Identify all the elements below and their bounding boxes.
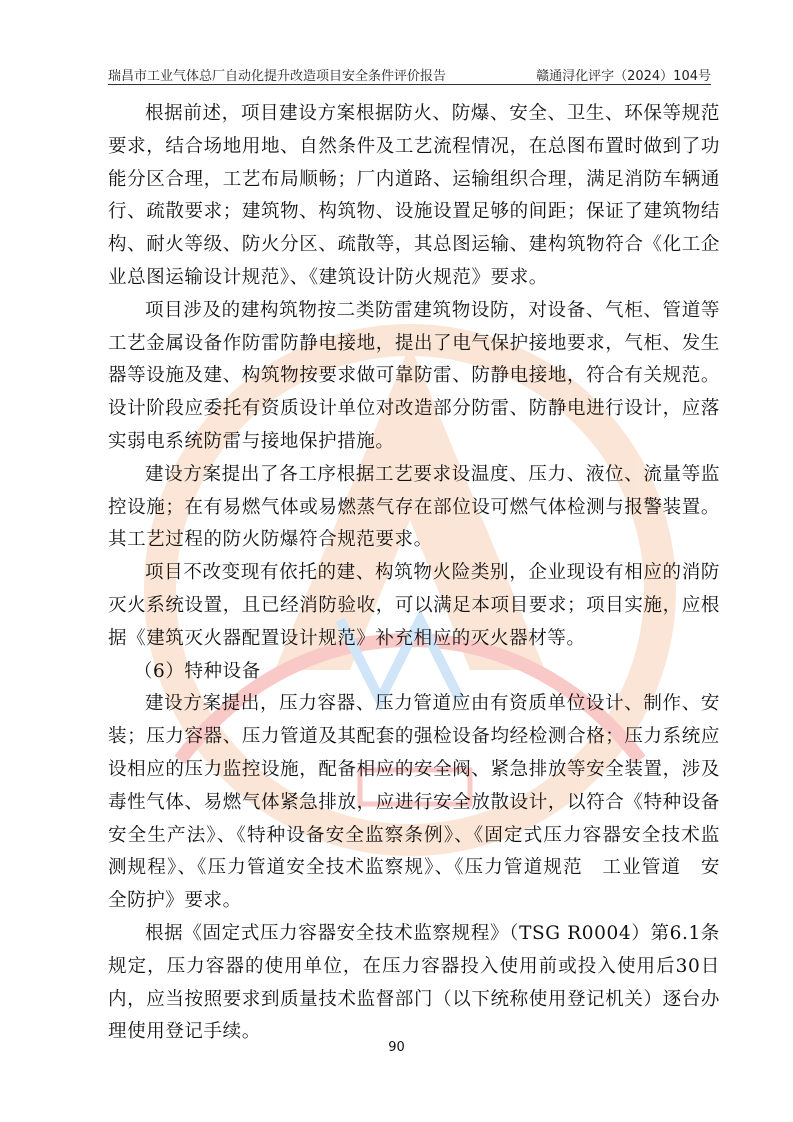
paragraph: 根据《固定式压力容器安全技术监察规程》（TSG R0004）第6.1条规定，压力容器的使用单位，在压力容器投入使用前或投入使用后30日内，应当按照要求到质量技术监督部门（以下统称使用登记机关）逐台办理使用登记手续。 <box>108 922 720 1043</box>
section-heading: （6）特种设备 <box>133 660 261 682</box>
document-body <box>108 98 720 1049</box>
paragraph: 建设方案提出，压力容器、压力管道应由有资质单位设计、制作、安装；压力容器、压力管道及其配套的强检设备均经检测合格；压力系统应设相应的压力监控设施，配备相应的安全阀、紧急排放等安全装置，涉及毒性气体、易燃气体紧急排放，应进行安全放散设计，以符合《特种设备安全生产法》、《特种设备安全监察条例》、《固定式压力容器安全技术监测规程》、《压力管道安全技术监察规》、《压力管道规范 工业管道 安全防护》要求。 <box>108 693 720 912</box>
paragraph: 项目涉及的建构筑物按二类防雷建筑物设防，对设备、气柜、管道等工艺金属设备作防雷防静电接地，提出了电气保护接地要求，气柜、发生器等设施及建、构筑物按要求做可靠防雷、防静电接地，符合有关规范。设计阶段应委托有资质设计单位对改造部分防雷、防静电进行设计，应落实弱电系统防雷与接地保护措施。 <box>108 299 720 452</box>
page-header <box>108 64 711 85</box>
document-number: 赣通浔化评字（2024）104号 <box>536 69 711 84</box>
page-number: 90 <box>388 1040 405 1055</box>
report-title: 瑞昌市工业气体总厂自动化提升改造项目安全条件评价报告 <box>108 69 447 84</box>
paragraph: 根据前述，项目建设方案根据防火、防爆、安全、卫生、环保等规范要求，结合场地用地、自然条件及工艺流程情况，在总图布置时做到了功能分区合理，工艺布局顺畅；厂内道路、运输组织合理，满足消防车辆通行、疏散要求；建筑物、构筑物、设施设置足够的间距；保证了建筑物结构、耐火等级、防火分区、疏散等，其总图运输、建构筑物符合《化工企业总图运输设计规范》、《建筑设计防火规范》要求。 <box>108 103 720 288</box>
paragraph: 建设方案提出了各工序根据工艺要求设温度、压力、液位、流量等监控设施；在有易燃气体或易燃蒸气存在部位设可燃气体检测与报警装置。其工艺过程的防火防爆符合规范要求。 <box>108 463 720 551</box>
paragraph: 项目不改变现有依托的建、构筑物火险类别，企业现设有相应的消防灭火系统设置，且已经消防验收，可以满足本项目要求；项目实施，应根据《建筑灭火器配置设计规范》补充相应的灭火器材等。 <box>108 562 720 649</box>
